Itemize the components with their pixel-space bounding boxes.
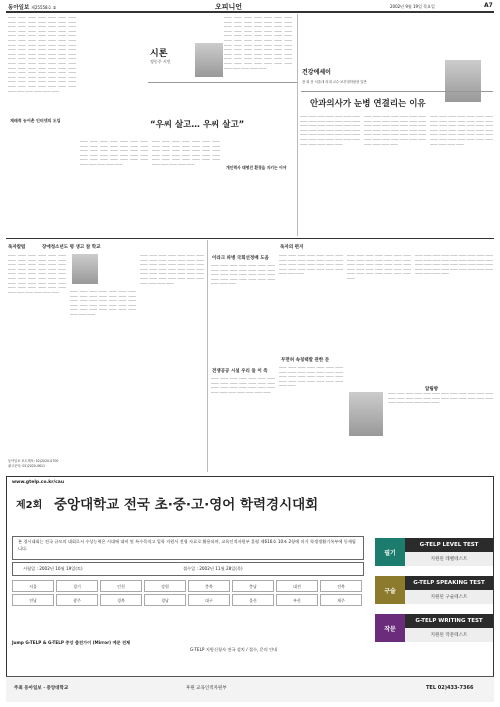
ad-url[interactable]: www.gtelp.co.kr/cau bbox=[12, 480, 65, 485]
ad-title: 중앙대학교 전국 초·중·고·영어 학력경시대회 bbox=[54, 497, 319, 513]
ad-region-item: 충남 bbox=[232, 580, 274, 592]
ad-tel: TEL 02)433-7366 bbox=[426, 685, 474, 691]
ad-region-item: 제주 bbox=[320, 594, 362, 606]
mid-rule bbox=[6, 238, 494, 239]
reader-column-title: 장애청소년도 평 생고 참 학교 bbox=[42, 245, 101, 250]
ad-footer bbox=[6, 676, 494, 702]
service-tag-2: 구술 bbox=[375, 576, 405, 604]
ad-title-area bbox=[12, 488, 482, 534]
ad-region-item: 경기 bbox=[56, 580, 98, 592]
ad-region-item: 전북 bbox=[320, 580, 362, 592]
ad-region-item: 대구 bbox=[188, 594, 230, 606]
service-sub-2: 지원된 구술테스트 bbox=[405, 590, 493, 604]
text-letters-4: ──── ──── ──── ──── ──── ──── ──── ──── ──── ──── ──── ──── ──── ──── ──── ──── ──── ──── ──── ──── ──── ──── ──── ──── ──── ──── ──── ──── ──── ──── bbox=[279, 366, 343, 389]
service-sub-1: 지원된 레벨테스트 bbox=[405, 552, 493, 566]
ad-round: 제2회 bbox=[16, 500, 43, 511]
text-notice: ──── ──── ──── ──── ──── ──── ──── ──── ──── ──── ──── ──── ──── ──── ──── ──── ──── ──── ──── ──── ──── ──── ──── ──── ──── ──── ──── ──── ──── ──── bbox=[388, 392, 493, 406]
ad-region-item: 대전 bbox=[276, 580, 318, 592]
service-tag-1: 필기 bbox=[375, 538, 405, 566]
ad-date-2: 접수일 : 2002년 11월 28일(목) bbox=[183, 566, 243, 571]
column-divider-2 bbox=[207, 240, 208, 472]
reader-column-label: 독자칼럼 bbox=[8, 245, 26, 250]
text-mid-1: ──── ──── ──── ──── ──── ──── ──── ──── ──── ──── ──── ──── ──── ──── ──── ──── ──── ──── ──── ──── ──── ──── ──── ──── ──── ──── ──── ──── ──── ──── ──── ──── ──── ──── ──── ──── ──── ──── ──── ──── ──── ──── ──── ──── ──── ──── ──── ──── ──── ──── ──── ──── ──── ──── bbox=[8, 254, 66, 295]
text-mid-3: ──── ──── ──── ──── ──── ──── ──── ──── ──── ──── ──── ──── ──── ──── ──── ──── ──── ──── ──── ──── ──── ──── ──── ──── ──── ──── ──── ──── ──── ──── ──── ──── ──── ──── ──── ──── ──── ──── ──── ──── ──── ──── ──── ──── ──── ──── bbox=[140, 254, 204, 286]
footer-contact-2: 광고문의: 02)2020-0611 bbox=[8, 464, 46, 468]
ad-region-item: 경북 bbox=[100, 594, 142, 606]
text-col-4: ──── ──── ──── ──── ──── ──── ──── ──── ──── ──── ──── ──── ──── ──── ──── ──── ──── ──── ──── ──── ──── ──── ──── ──── ──── ──── ──── ──── ──── ──── ──── ──── ──── ──── ──── ──── ──── ──── ──── ──── ──── ──── ──── ──── ──── ──── ──── ──── ──── ──── ──── ──── ──── ──── ──── ──── ──── ──── ──── ──── ──── ──── ──── ──── ──── ──── ──── ──── ──── ──── ──── ──── ──── ──── ──── ──── ──── ──── ──── ──── ──── ──── bbox=[224, 16, 292, 71]
text-letters-2: ──── ──── ──── ──── ──── ──── ──── ──── ──── ──── ──── ──── ──── ──── ──── ──── ──── ──── ──── ──── ──── ──── ──── ──── ──── ──── ──── ──── bbox=[211, 377, 275, 395]
ad-region-item: 경남 bbox=[144, 594, 186, 606]
letter-title-1: 이라크 파병 국회선정배 도움 bbox=[212, 256, 269, 261]
notice-label: 알림방 bbox=[425, 387, 439, 392]
text-letters-3: ──── ──── ──── ──── ──── ──── ──── ──── ──── ──── ──── ──── ──── ──── ──── ──── ──── ──── ──── ──── ──── ──── ──── ──── ──── ──── ──── ──── ──── ──── ──── bbox=[279, 254, 343, 277]
ad-dates bbox=[12, 562, 364, 576]
header-rule bbox=[6, 11, 494, 13]
ad-region-item: 전남 bbox=[12, 594, 54, 606]
letters-label: 독자의 편지 bbox=[280, 245, 304, 250]
text-letters-5: ──── ──── ──── ──── ──── ──── ──── ──── ──── ──── ──── ──── ──── ──── ──── ──── ──── ──── ──── ──── ──── ──── ──── ──── ──── ──── ──── ──── ──── ──── ──── ──── ──── ──── ──── ──── bbox=[347, 254, 411, 281]
page-number: A7 bbox=[484, 2, 493, 9]
text-col-5: ──── ──── ──── ──── ──── ──── ──── ──── ──── ──── ──── ──── ──── ──── ──── ──── ──── ──── ──── ──── ──── ──── ──── ──── ──── ──── ──── ──── ──── ──── ──── ──── ──── ──── ──── ──── ──── ──── ──── ──── ──── ──── ──── ──── ──── ──── ──── bbox=[300, 115, 360, 147]
text-mid-2: ──── ──── ──── ──── ──── ──── ──── ──── ──── ──── ──── ──── ──── ──── ──── ──── ──── ──── ──── ──── ──── ──── ──── ──── ──── ──── ──── ──── ──── ──── ──── ──── ──── ──── ──── ──── ──── ──── bbox=[70, 290, 136, 317]
ad-region-item: 인천 bbox=[100, 580, 142, 592]
health-headline: 안과의사가 눈병 연결리는 이유 bbox=[310, 99, 426, 109]
ad-date-1: 시험일 : 2002년 10월 19일(토) bbox=[23, 566, 83, 571]
service-level-2: G-TELP SPEAKING TEST bbox=[405, 576, 493, 590]
service-tag-3: 작문 bbox=[375, 614, 405, 642]
service-level-test[interactable] bbox=[375, 538, 493, 566]
service-sub-3: 지원된 작문테스트 bbox=[405, 628, 493, 642]
column-divider bbox=[297, 14, 298, 236]
column-label-health: 건강에세이 bbox=[302, 69, 331, 76]
section-title: 오피니언 bbox=[215, 3, 243, 11]
letter-title-2: 전쟁공공 시설 우리 들 이 즉 bbox=[212, 369, 268, 374]
column-label-siron: 시론 bbox=[150, 49, 168, 59]
service-level-3: G-TELP WRITING TEST bbox=[405, 614, 493, 628]
author-photo bbox=[195, 43, 223, 77]
ad-region-item: 부산 bbox=[276, 594, 318, 606]
ad-region-item: 충북 bbox=[188, 580, 230, 592]
ad-region-item: 울산 bbox=[232, 594, 274, 606]
health-author: 장 희 문 서울대 의대 교수·보건대학원장 일반 bbox=[302, 80, 367, 84]
column-author: 정동주 시인 bbox=[150, 59, 171, 64]
column-headline: “우씨 살고… 우씨 살고” bbox=[150, 120, 245, 130]
footer-contact-1: 동아일보 보도제보: 02)2020-0700 bbox=[8, 459, 59, 463]
service-speaking-test[interactable] bbox=[375, 576, 493, 604]
subheading-internet: 재래적 농어촌 인터넷의 도입 bbox=[10, 118, 61, 123]
health-author-photo bbox=[445, 60, 481, 102]
ad-jump: Jump G-TELP & G-TELP 중앙 출전가이 (Mirror) 예문 전체 bbox=[12, 640, 131, 645]
text-col-2: ──── ──── ──── ──── ──── ──── ──── ──── ──── ──── ──── ──── ──── ──── ──── ──── ──── ──── ──── ──── ──── ──── ──── ──── ──── ──── ──── ──── ──── ──── ──── ──── ──── ──── ──── ──── ──── ──── ──── ──── bbox=[80, 140, 148, 167]
reader-photo bbox=[72, 254, 98, 284]
ad-region-item: 서울 bbox=[12, 580, 54, 592]
service-writing-test[interactable] bbox=[375, 614, 493, 642]
ad-description: 본 경시대회는 전국 규모의 대회로서 수상능력은 시대에 대비 및 특수목적고 입학 지원서 전형 자료로 활용되며, 교육인적자원부 훈령 제616호 10조 2항에 의거 학생생활기록부에 등재됩니다. bbox=[12, 536, 364, 560]
ad-region-item: 강원 bbox=[144, 580, 186, 592]
notice-photo bbox=[349, 392, 383, 436]
ad-region-item: 광주 bbox=[56, 594, 98, 606]
text-col-1: ──── ──── ──── ──── ──── ──── ──── ──── ──── ──── ──── ──── ──── ──── ──── ──── ──── ──── ──── ──── ──── ──── ──── ──── ──── ──── ──── ──── ──── ──── ──── ──── ──── ──── ──── ──── ──── ──── ──── ──── ──── ──── ──── ──── ──── ──── ──── ──── ──── ──── ──── ──── ──── ──── ──── ──── ──── ──── ──── ──── ──── ──── ──── ──── ──── ──── ──── ──── ──── ──── ──── ──── ──── ──── ──── ──── ──── ──── ──── ──── ──── ──── ──── ──── ──── ──── ──── ──── ──── ──── ──── ──── ──── ──── ──── ──── ──── ──── ──── ──── ──── ──── ──── ──── ──── ──── ──── ──── ──── ──── ──── ──── ──── ──── ──── ──── ──── ──── bbox=[8, 16, 76, 94]
ad-host: 주최 동아일보 · 중앙대학교 bbox=[14, 686, 69, 691]
date: 2002년 9월 19일 목요일 bbox=[390, 4, 435, 9]
text-letters-6: ──── ──── ──── ──── ──── ──── ──── ──── ──── ──── ──── ──── ──── ──── ──── ──── ──── ──── ──── ──── ──── ──── ──── ──── ──── ──── ──── ──── ──── ──── ──── ──── ──── ──── ──── ──── ──── ──── ──── ──── bbox=[415, 254, 493, 277]
service-level-1: G-TELP LEVEL TEST bbox=[405, 538, 493, 552]
ad-sponsor: 후원 교육인적자원부 bbox=[186, 686, 227, 691]
divider-health bbox=[301, 91, 493, 92]
subheading-chemical: 개인력사 태평건 환경을 지키는 이야 bbox=[226, 165, 287, 170]
text-col-7: ──── ──── ──── ──── ──── ──── ──── ──── ──── ──── ──── ──── ──── ──── ──── ──── ──── ──── ──── ──── ──── ──── ──── ──── ──── ──── ──── ──── ──── ──── ──── ──── ──── ──── ──── ──── ──── ──── ──── ──── ──── ──── ──── ──── ──── ──── bbox=[430, 115, 493, 147]
paper-name: 동아일보 제25558호 ② bbox=[8, 5, 57, 11]
ad-regions bbox=[12, 580, 364, 638]
text-col-3: ──── ──── ──── ──── ──── ──── ──── ──── ──── ──── ──── ──── ──── ──── ──── ──── ──── ──── ──── ──── ──── ──── ──── ──── ──── ──── ──── ──── ──── ──── ──── ──── ──── ──── ──── ──── ──── ──── ──── ──── bbox=[152, 140, 220, 167]
text-col-6: ──── ──── ──── ──── ──── ──── ──── ──── ──── ──── ──── ──── ──── ──── ──── ──── ──── ──── ──── ──── ──── ──── ──── ──── ──── ──── ──── ──── ──── ──── ──── ──── ──── ──── ──── ──── ──── ──── ──── ──── ──── ──── ──── ──── ──── ──── bbox=[364, 115, 426, 147]
ad-notice: G-TELP 지원신청자 전국 설치 / 접수, 문의 안내 bbox=[190, 647, 278, 652]
letter-title-3: 무면허 속칭택발 관한 문 bbox=[281, 358, 330, 363]
text-letters-1: ──── ──── ──── ──── ──── ──── ──── ──── ──── ──── ──── ──── ──── ──── ──── ──── ──── ──── ──── ──── ──── ──── ──── ──── ──── ──── ──── ──── ──── ──── ──── bbox=[211, 264, 275, 287]
